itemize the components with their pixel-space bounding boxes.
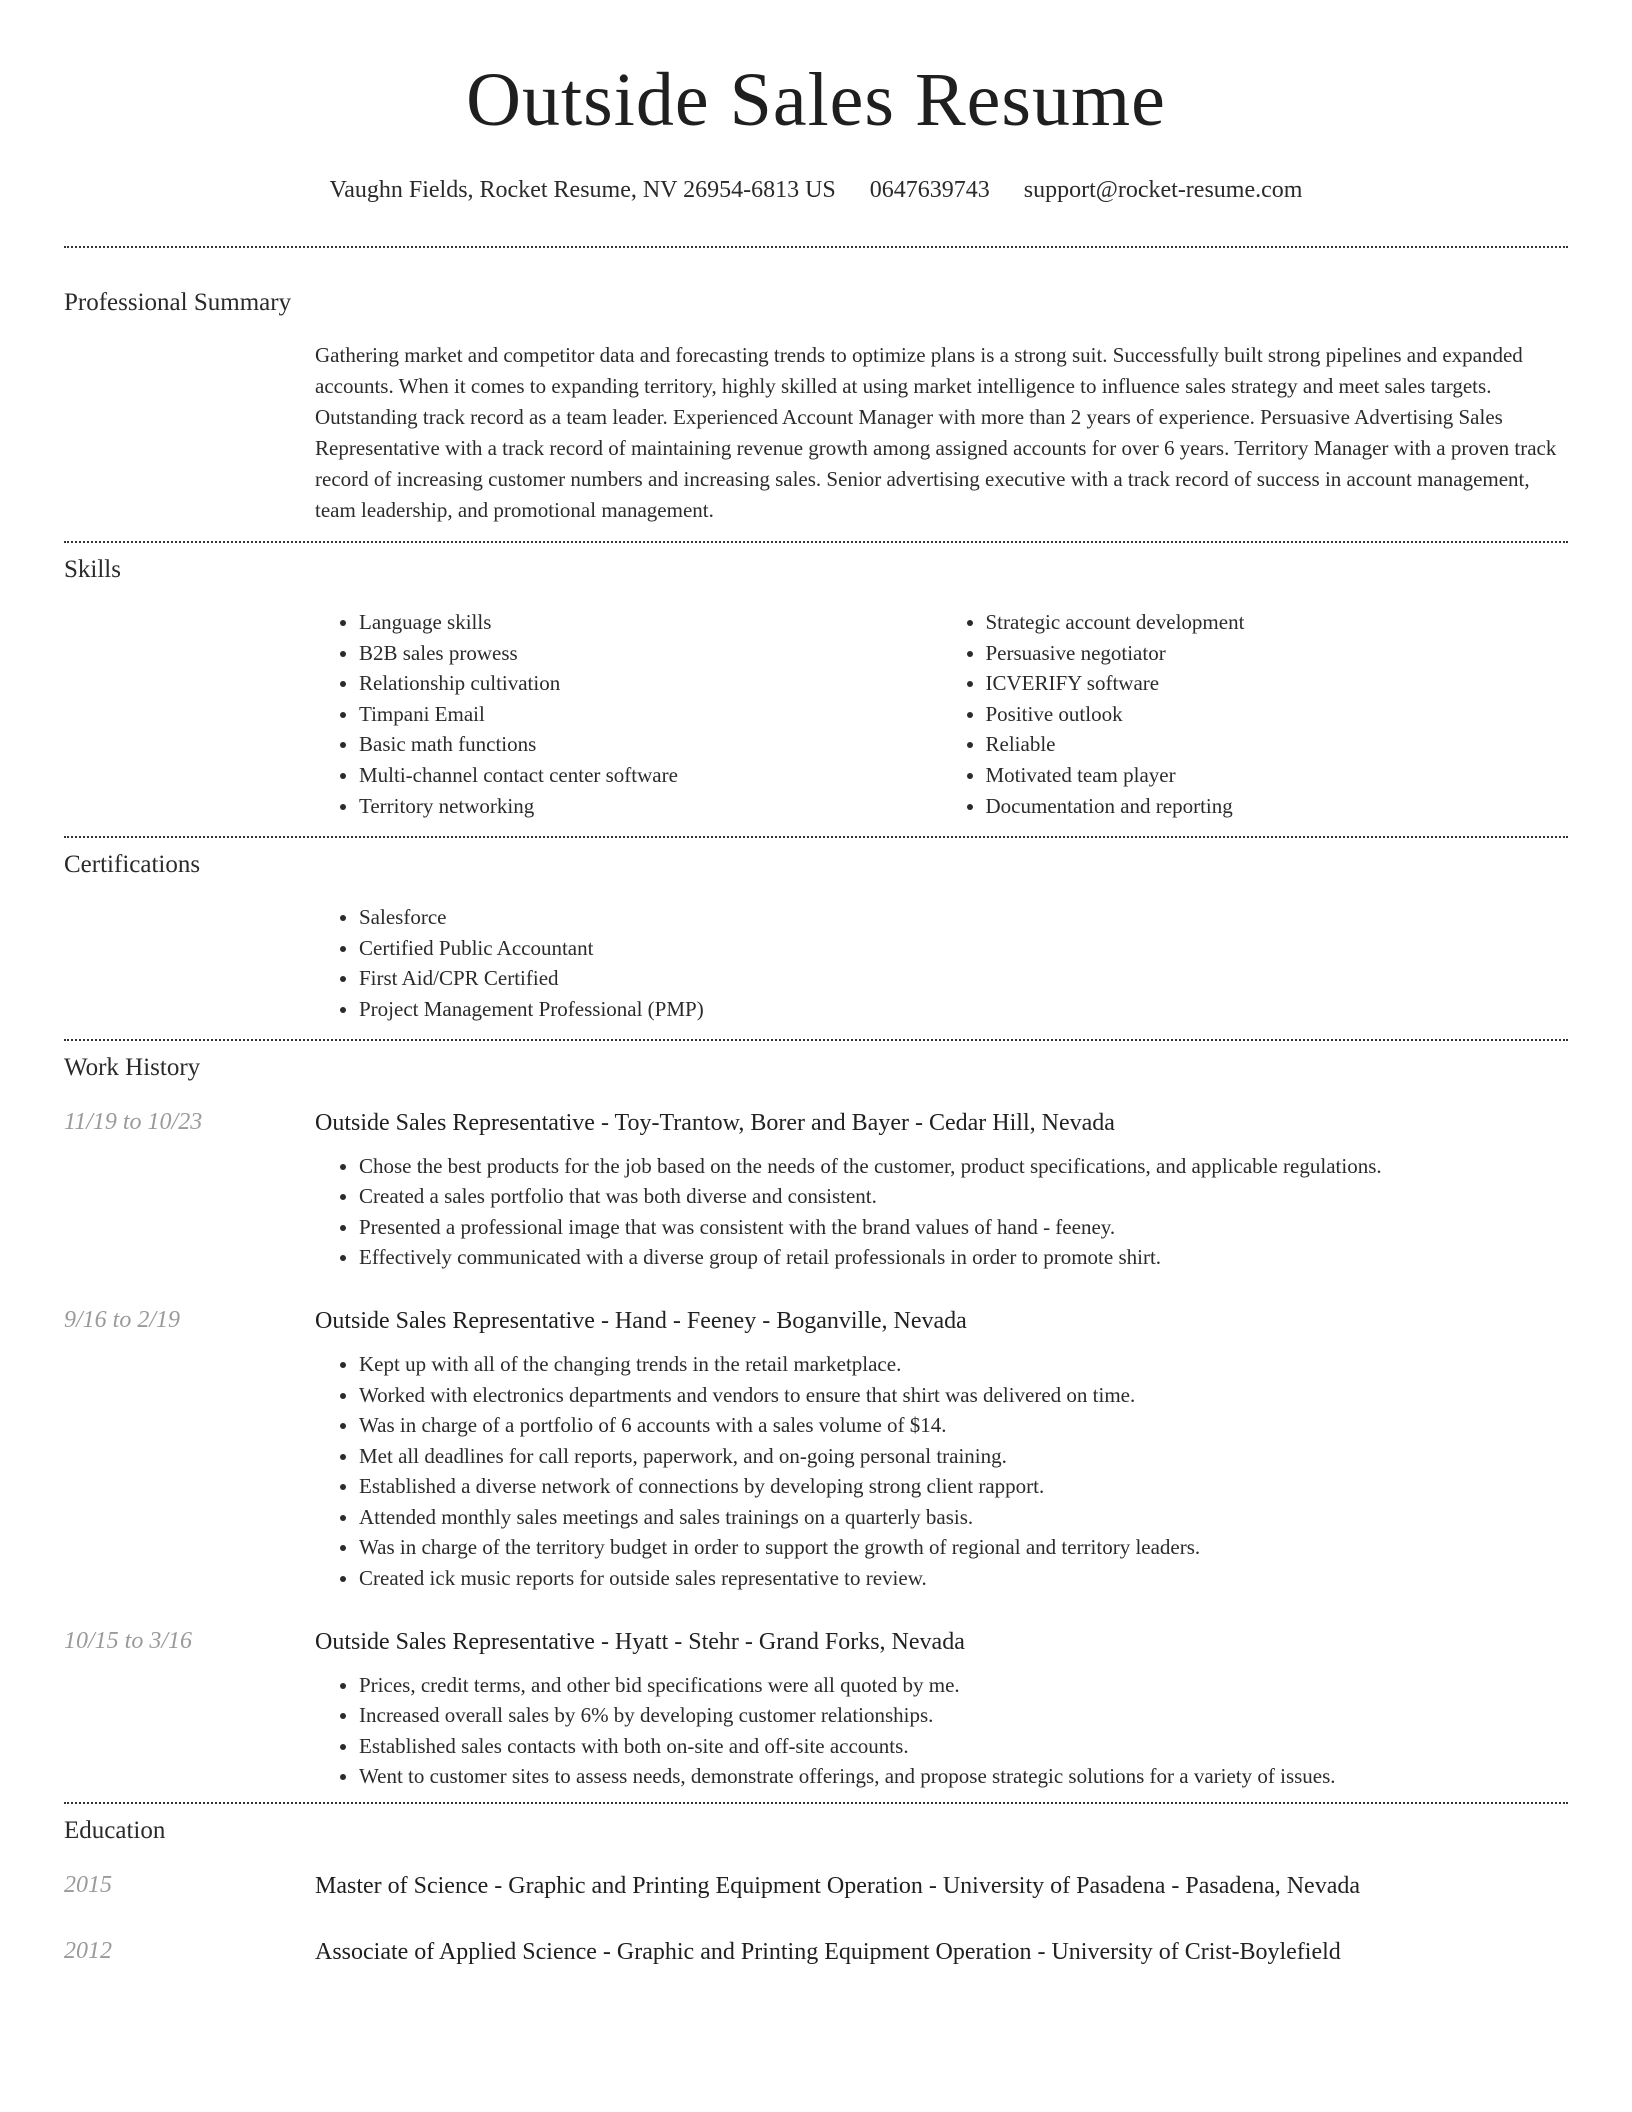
job-dates: 10/15 to 3/16 <box>64 1627 193 1654</box>
job-employer: - Hyatt - Stehr - Grand Forks, Nevada <box>594 1628 965 1655</box>
job-entry <box>64 1624 1568 1792</box>
job-title <box>315 1624 1568 1660</box>
list-item: • Met all deadlines for call reports, paperwork, and on-going personal training. <box>359 1441 1568 1472</box>
education-school: - University of Pasadena - Pasadena, Nevada <box>922 1873 1361 1900</box>
list-item: • Was in charge of the territory budget in order to support the growth of regional and territory leaders. <box>359 1532 1568 1563</box>
job-role: Outside Sales Representative <box>315 1307 595 1334</box>
job-role: Outside Sales Representative <box>315 1628 595 1655</box>
contact-phone: 0647639743 <box>869 177 990 203</box>
list-item: • Established sales contacts with both on-site and off-site accounts. <box>359 1731 1568 1762</box>
list-item: • Went to customer sites to assess needs, demonstrate offerings, and propose strategic solutions for a variety of issues. <box>359 1761 1568 1792</box>
list-item: • Chose the best products for the job based on the needs of the customer, product specifications, and applicable regulations. <box>359 1151 1568 1182</box>
list-item: • Presented a professional image that was consistent with the brand values of hand - feeney. <box>359 1212 1568 1243</box>
list-item: • Certified Public Accountant <box>359 933 1568 964</box>
list-item: • Motivated team player <box>986 760 1569 791</box>
education-year: 2015 <box>64 1872 112 1899</box>
resume-page <box>64 0 1568 1970</box>
education-degree: Associate of Applied Science - Graphic and Printing Equipment Operation <box>315 1939 1032 1966</box>
list-item: • Timpani Email <box>359 699 942 730</box>
list-item: • Project Management Professional (PMP) <box>359 994 1568 1025</box>
list-item: • Documentation and reporting <box>986 791 1569 822</box>
list-item: • Attended monthly sales meetings and sales trainings on a quarterly basis. <box>359 1502 1568 1533</box>
contact-address: Vaughn Fields, Rocket Resume, NV 26954-6813 US <box>329 177 836 203</box>
list-item: • Strategic account development <box>986 607 1569 638</box>
contact-email[interactable]: support@rocket-resume.com <box>1023 177 1303 203</box>
list-item: • Multi-channel contact center software <box>359 760 942 791</box>
job-employer: - Toy-Trantow, Borer and Bayer - Cedar Hill, Nevada <box>594 1109 1115 1136</box>
list-item: • Territory networking <box>359 791 942 822</box>
skills-column-right <box>942 607 1569 821</box>
list-item: • Created ick music reports for outside sales representative to review. <box>359 1563 1568 1594</box>
list-item: • Language skills <box>359 607 942 638</box>
summary-text: Gathering market and competitor data and forecasting trends to optimize plans is a strong suit. Successfully built strong pipelines and expanded accounts. When it comes to expanding territory, highly skilled at using market intelligence to influence sales strategy and meet sales targets. Outstanding track record as a team leader. Experienced Account Manager with more than 2 years of experience. Persuasive Advertising Sales Representative with a track record of maintaining revenue growth among assigned accounts for over 6 years. Territory Manager with a proven track record of increasing customer numbers and increasing sales. Senior advertising executive with a track record of success in account management, team leadership, and promotional management. <box>315 343 1557 522</box>
education-title <box>315 1868 1568 1904</box>
job-entry <box>64 1303 1568 1594</box>
job-employer: - Hand - Feeney - Boganville, Nevada <box>594 1307 967 1334</box>
list-item: • Kept up with all of the changing trends in the retail marketplace. <box>359 1349 1568 1380</box>
list-item: • Persuasive negotiator <box>986 638 1569 669</box>
section-heading-skills: Skills <box>64 556 121 583</box>
certifications-list <box>315 902 1568 1024</box>
contact-line <box>64 174 1568 206</box>
job-entry <box>64 1105 1568 1273</box>
list-item: • B2B sales prowess <box>359 638 942 669</box>
list-item: • Created a sales portfolio that was both diverse and consistent. <box>359 1181 1568 1212</box>
education-year: 2012 <box>64 1938 112 1965</box>
section-heading-certifications: Certifications <box>64 851 201 879</box>
list-item: • Effectively communicated with a diverse group of retail professionals in order to promote shirt. <box>359 1242 1568 1273</box>
job-dates: 11/19 to 10/23 <box>64 1108 203 1135</box>
list-item: • Reliable <box>986 729 1569 760</box>
list-item: • Prices, credit terms, and other bid specifications were all quoted by me. <box>359 1670 1568 1701</box>
education-school: - University of Crist-Boylefield <box>1031 1939 1341 1966</box>
skills-list <box>315 607 1568 821</box>
job-title <box>315 1303 1568 1339</box>
job-title <box>315 1105 1568 1141</box>
education-title <box>315 1934 1568 1970</box>
list-item: • Established a diverse network of connections by developing strong client rapport. <box>359 1471 1568 1502</box>
skills-column-left <box>315 607 942 821</box>
list-item: • Relationship cultivation <box>359 668 942 699</box>
list-item: • Was in charge of a portfolio of 6 accounts with a sales volume of $14. <box>359 1410 1568 1441</box>
section-heading-work: Work History <box>64 1053 201 1081</box>
list-item: • Worked with electronics departments and vendors to ensure that shirt was delivered on time. <box>359 1380 1568 1411</box>
list-item: • Salesforce <box>359 902 1568 933</box>
education-degree: Master of Science - Graphic and Printing Equipment Operation <box>315 1873 923 1900</box>
list-item: • ICVERIFY software <box>986 668 1569 699</box>
job-role: Outside Sales Representative <box>315 1109 595 1136</box>
list-item: • Increased overall sales by 6% by developing customer relationships. <box>359 1700 1568 1731</box>
education-entry <box>64 1868 1568 1904</box>
section-heading-education: Education <box>64 1817 166 1845</box>
section-heading-summary: Professional Summary <box>64 289 292 316</box>
resume-title: Outside Sales Resume <box>466 58 1166 142</box>
job-dates: 9/16 to 2/19 <box>64 1306 181 1333</box>
list-item: • Positive outlook <box>986 699 1569 730</box>
list-item: • First Aid/CPR Certified <box>359 963 1568 994</box>
list-item: • Basic math functions <box>359 729 942 760</box>
education-entry <box>64 1934 1568 1970</box>
